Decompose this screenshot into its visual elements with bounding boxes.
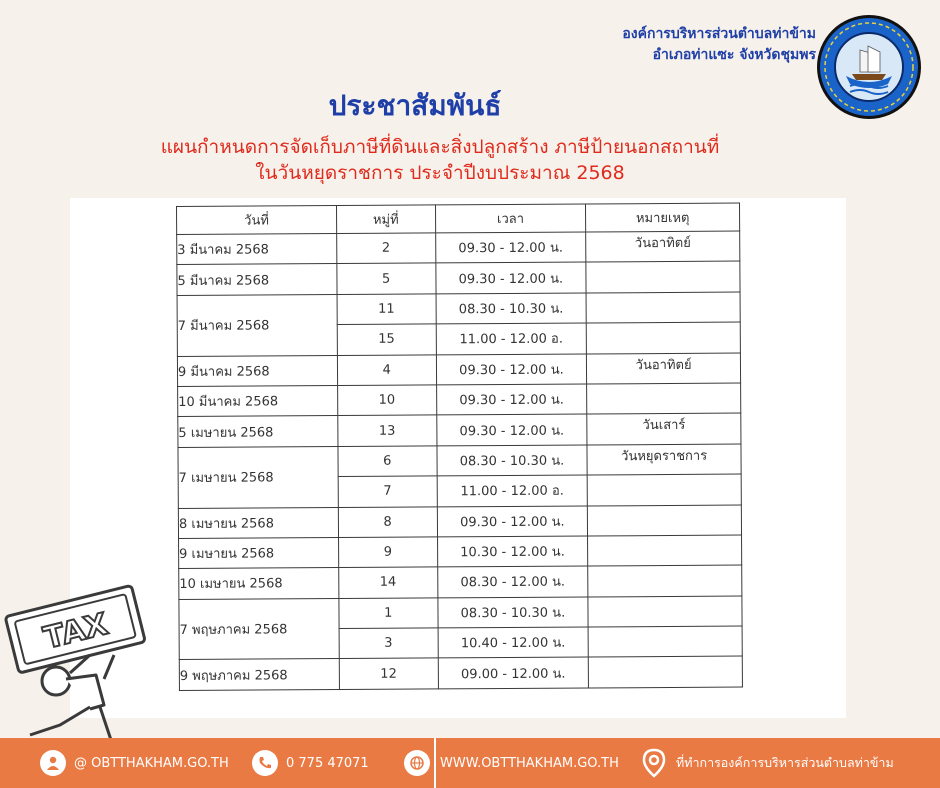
user-icon — [40, 750, 66, 776]
village-cell: 3 — [339, 628, 438, 659]
note-cell — [588, 535, 742, 566]
date-cell: 10 มีนาคม 2568 — [178, 385, 338, 416]
date-cell: 5 มีนาคม 2568 — [177, 264, 337, 295]
tax-burden-illustration — [0, 575, 160, 745]
village-cell: 10 — [337, 385, 436, 416]
phone-number: 0 775 47071 — [286, 755, 369, 771]
time-cell: 09.30 - 12.00 น. — [437, 506, 588, 537]
table-row — [177, 261, 740, 295]
time-cell: 08.30 - 12.00 น. — [437, 566, 588, 597]
village-cell: 1 — [339, 598, 438, 629]
schedule-table — [176, 203, 743, 691]
date-cell: 5 เมษายน 2568 — [178, 416, 338, 447]
village-cell: 15 — [337, 324, 436, 355]
time-cell: 09.30 - 12.00 น. — [436, 384, 587, 415]
time-cell: 09.00 - 12.00 น. — [438, 657, 589, 688]
time-cell: 11.00 - 12.00 อ. — [437, 475, 588, 506]
table-row — [178, 383, 741, 417]
date-cell: 7 เมษายน 2568 — [178, 446, 338, 508]
village-cell: 7 — [338, 476, 437, 507]
note-cell — [586, 322, 740, 353]
schedule-table-body — [177, 231, 743, 690]
time-cell: 09.30 - 12.00 น. — [435, 262, 586, 293]
phone-contact[interactable] — [252, 738, 369, 788]
village-cell: 4 — [337, 354, 436, 385]
village-cell: 6 — [338, 446, 437, 477]
table-row — [177, 353, 740, 387]
header-village: หมู่ที่ — [336, 205, 435, 234]
note-cell — [588, 626, 742, 657]
header-time: เวลา — [435, 204, 586, 233]
village-cell: 12 — [339, 658, 438, 689]
table-row — [178, 505, 741, 539]
time-cell: 08.30 - 10.30 น. — [437, 597, 588, 628]
office-address: ที่ทำการองค์การบริหารส่วนตำบลท่าข้าม — [676, 755, 894, 770]
schedule-document — [70, 198, 846, 718]
time-cell: 09.30 - 12.00 น. — [436, 414, 587, 445]
location-pin-icon — [642, 748, 666, 778]
time-cell: 08.30 - 10.30 น. — [437, 445, 588, 476]
note-cell: วันเสาร์ — [587, 413, 741, 444]
table-row — [177, 231, 740, 265]
time-cell: 10.40 - 12.00 น. — [438, 627, 589, 658]
table-header-row — [177, 203, 740, 234]
table-row — [178, 444, 741, 478]
phone-icon — [252, 750, 278, 776]
time-cell: 11.00 - 12.00 อ. — [436, 323, 587, 354]
facebook-handle: @ OBTTHAKHAM.GO.TH — [74, 755, 229, 771]
note-cell — [587, 383, 741, 414]
date-cell: 7 มีนาคม 2568 — [177, 294, 337, 356]
subtitle-line-1: แผนกำหนดการจัดเก็บภาษีที่ดินและสิ่งปลูกสร้าง ภาษีป้ายนอกสถานที่ — [160, 136, 720, 158]
note-cell — [588, 596, 742, 627]
table-row — [179, 565, 742, 599]
village-cell: 2 — [336, 233, 435, 264]
date-cell: 3 มีนาคม 2568 — [177, 234, 337, 265]
note-cell — [588, 565, 742, 596]
table-row — [177, 292, 740, 326]
subtitle-block — [60, 134, 820, 186]
org-name-block — [622, 24, 816, 66]
note-cell: วันอาทิตย์ — [586, 231, 740, 262]
village-cell: 11 — [337, 294, 436, 325]
org-name: องค์การบริหารส่วนตำบลท่าข้าม — [622, 26, 816, 42]
date-cell: 8 เมษายน 2568 — [178, 507, 338, 538]
website-url: WWW.OBTTHAKHAM.GO.TH — [440, 755, 619, 771]
address-contact[interactable] — [642, 738, 894, 788]
website-contact[interactable] — [404, 738, 619, 788]
table-row — [179, 596, 742, 630]
subtitle-line-2: ในวันหยุดราชการ ประจำปีงบประมาณ 2568 — [255, 162, 625, 184]
date-cell: 9 พฤษภาคม 2568 — [179, 659, 339, 690]
org-district: อำเภอท่าแซะ จังหวัดชุมพร — [652, 47, 816, 63]
note-cell — [586, 292, 740, 323]
header-note: หมายเหตุ — [586, 203, 740, 232]
village-cell: 13 — [338, 415, 437, 446]
time-cell: 10.30 - 12.00 น. — [437, 536, 588, 567]
village-cell: 8 — [338, 506, 437, 537]
table-row — [178, 413, 741, 447]
time-cell: 09.30 - 12.00 น. — [436, 354, 587, 385]
village-cell: 14 — [339, 567, 438, 598]
date-cell: 9 มีนาคม 2568 — [177, 355, 337, 386]
table-row — [179, 535, 742, 569]
note-cell — [588, 505, 742, 536]
globe-icon — [404, 750, 430, 776]
note-cell: วันหยุดราชการ — [587, 444, 741, 475]
date-cell: 10 เมษายน 2568 — [179, 568, 339, 599]
note-cell: วันอาทิตย์ — [587, 353, 741, 384]
note-cell — [587, 474, 741, 505]
header-date: วันที่ — [177, 206, 337, 235]
contact-footer — [0, 738, 940, 788]
time-cell: 09.30 - 12.00 น. — [435, 232, 586, 263]
note-cell — [586, 261, 740, 292]
note-cell — [589, 657, 743, 688]
date-cell: 7 พฤษภาคม 2568 — [179, 598, 339, 660]
village-cell: 9 — [338, 537, 437, 568]
tax-sign-text: TAX — [40, 606, 112, 657]
facebook-contact[interactable] — [40, 738, 229, 788]
time-cell: 08.30 - 10.30 น. — [436, 293, 587, 324]
page-title: ประชาสัมพันธ์ — [328, 89, 502, 122]
org-seal-logo — [816, 14, 922, 120]
village-cell: 5 — [337, 263, 436, 294]
table-row — [179, 657, 742, 691]
date-cell: 9 เมษายน 2568 — [179, 537, 339, 568]
